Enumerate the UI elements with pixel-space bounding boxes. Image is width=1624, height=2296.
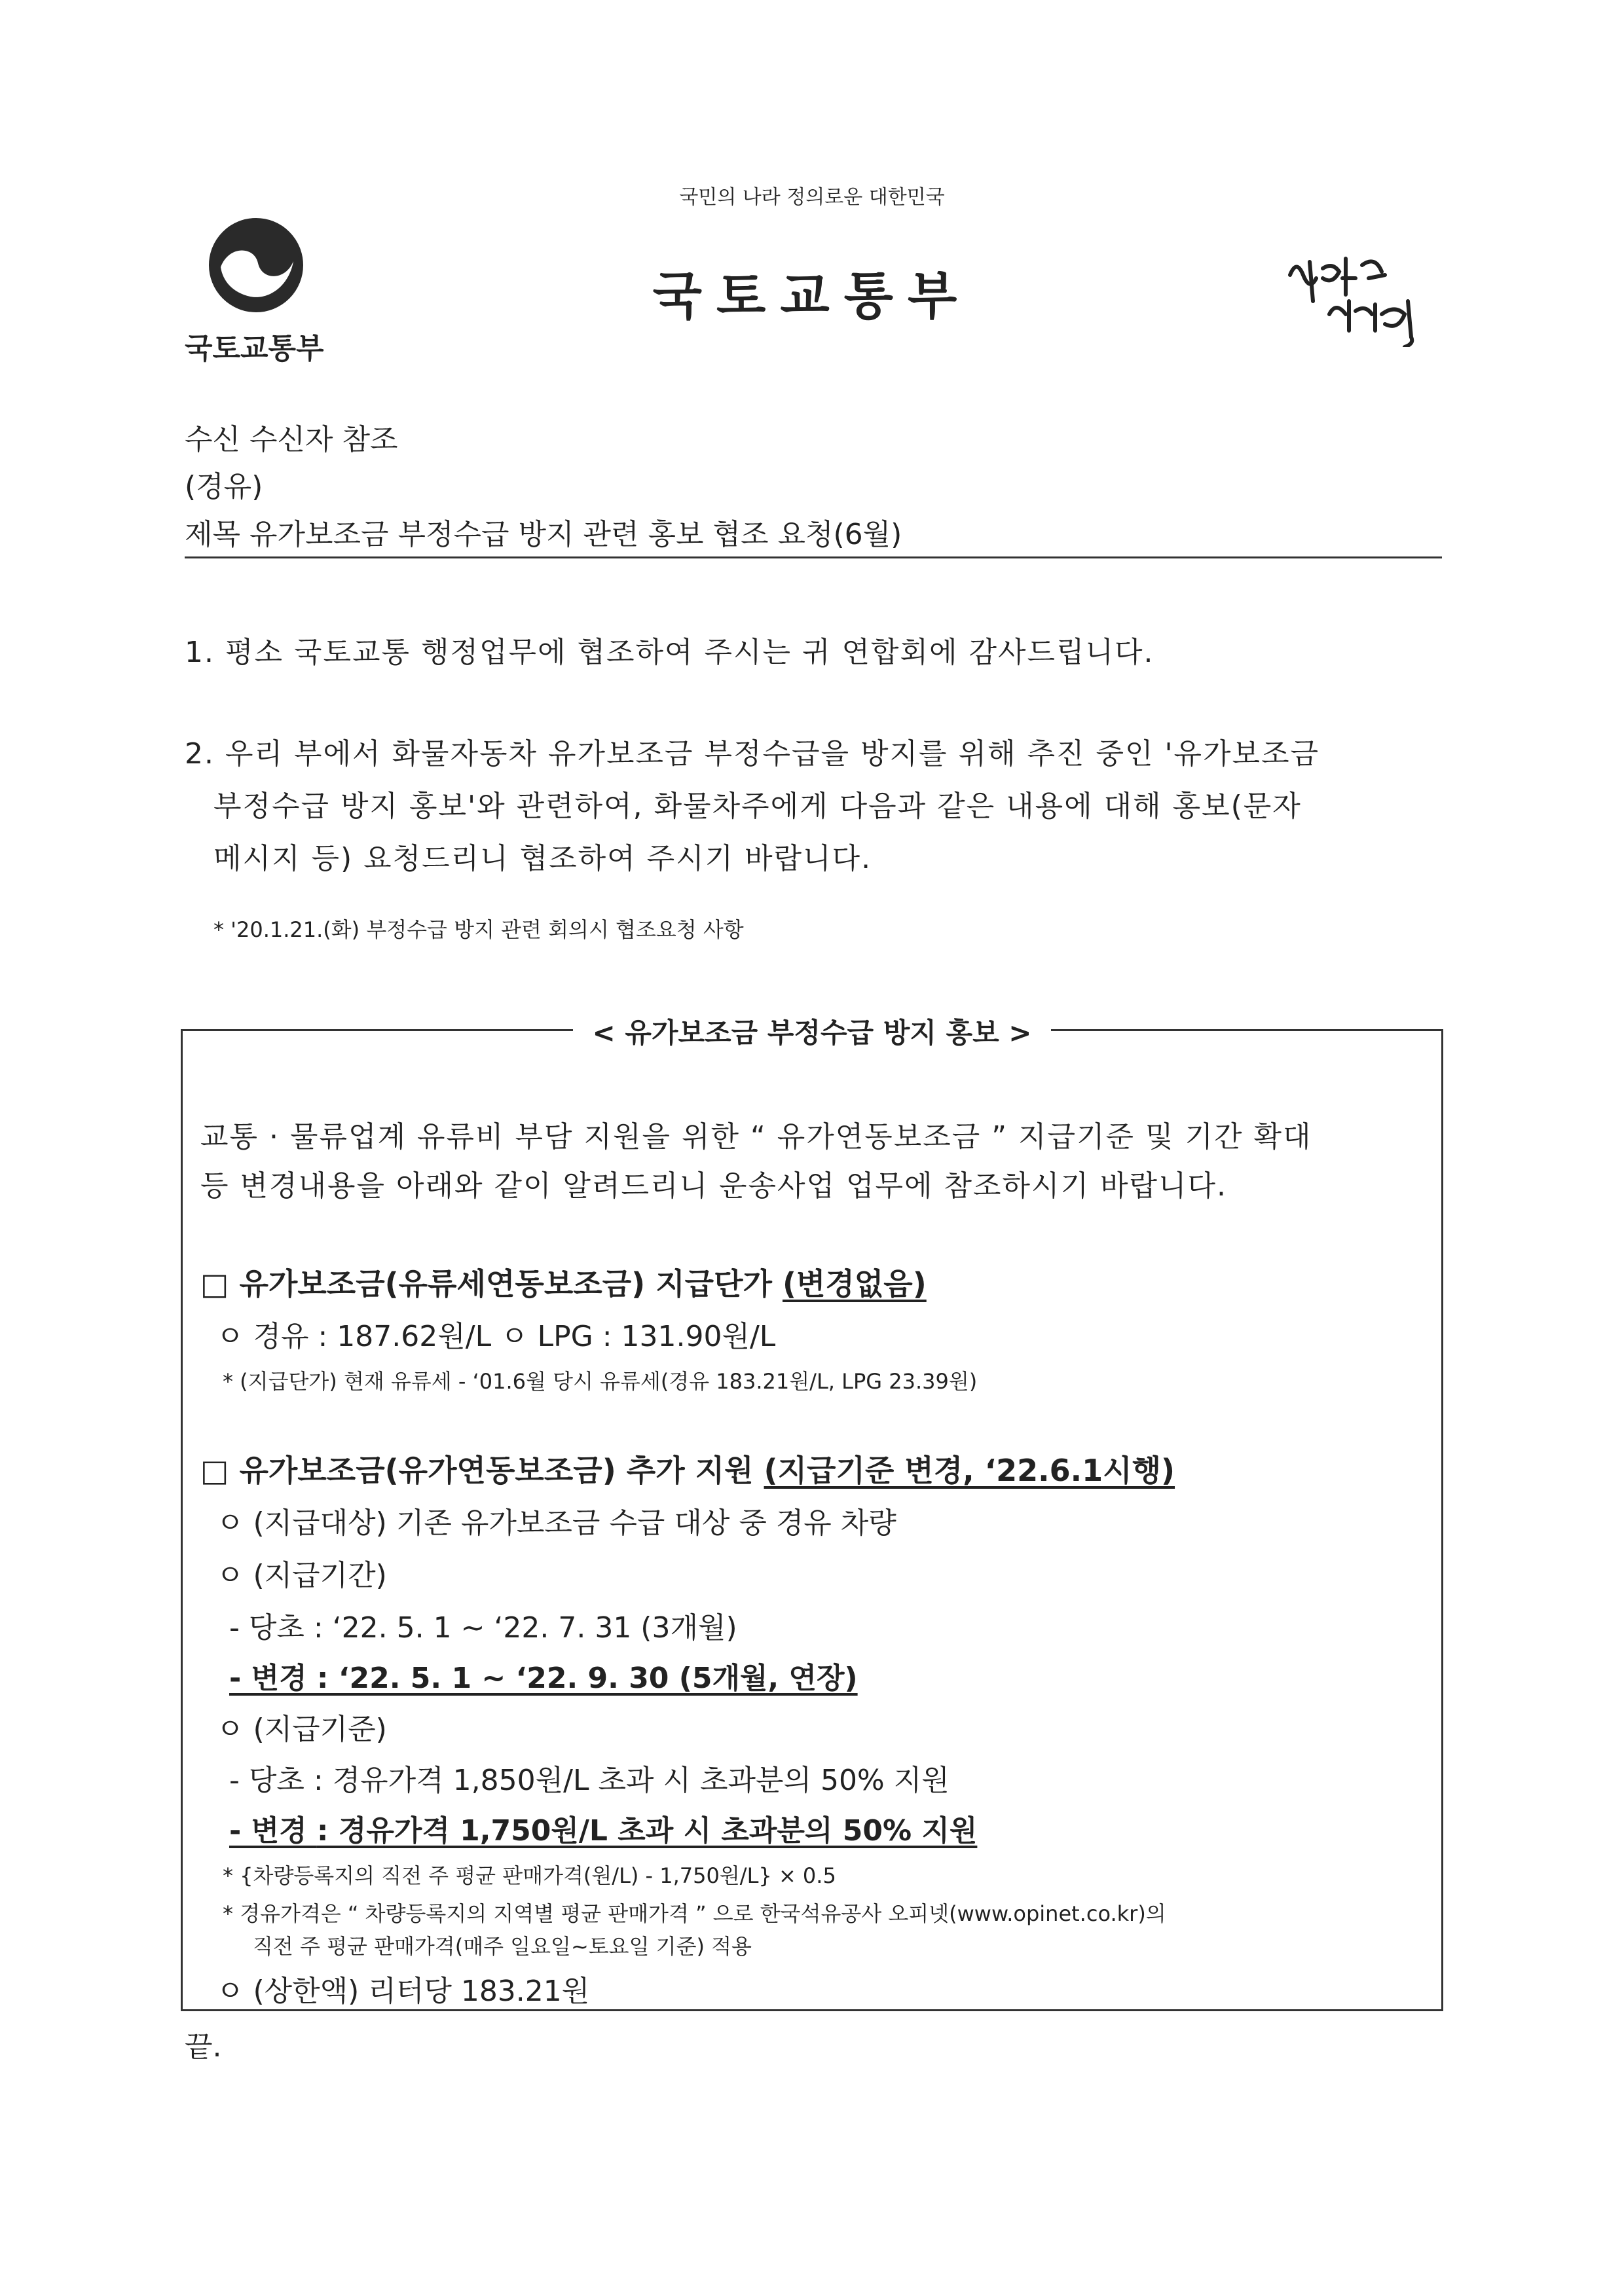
criteria-changed [229,1807,977,1849]
box-intro-line-2: 등 변경내용을 아래와 같이 알려드리니 운송사업 업무에 참조하시기 바랍니다. [200,1169,1228,1203]
paragraph-2-line-2: 부정수급 방지 홍보'와 관련하여, 화물차주에게 다음과 같은 내용에 대해 홍보(문자 [213,790,1302,823]
end-mark: 끝. [185,2030,222,2064]
subject-line: 제목 유가보조금 부정수급 방지 관련 홍보 협조 요청(6월) [185,518,902,551]
section2-item-1: ㅇ (지급대상) 기존 유가보조금 수급 대상 중 경유 차량 [216,1506,896,1540]
section2-heading-emphasis: (지급기준 변경, ‘22.6.1시행) [764,1453,1175,1488]
criteria-changed-text: : 경유가격 1,750원/L 초과 시 초과분의 50% 지원 [316,1814,978,1848]
paragraph-2-line-3: 메시지 등) 요청드리니 협조하여 주시기 바랍니다. [213,842,872,875]
logo-label: 국토교통부 [185,332,324,365]
section2-heading [200,1447,1175,1490]
section1-note: * (지급단가) 현재 유류세 - ‘01.6월 당시 유류세(경유 183.21원/L, LPG 23.39원) [223,1369,978,1394]
section2-item-3: ㅇ (지급기준) [216,1713,387,1746]
section2-heading-text: □ 유가보조금(유가연동보조금) 추가 지원 [200,1453,764,1488]
paragraph-1: 1. 평소 국토교통 행정업무에 협조하여 주시는 귀 연합회에 감사드립니다. [185,636,1154,669]
criteria-changed-label: - 변경 [229,1814,317,1848]
header-divider [185,556,1442,558]
section2-note-1: * {차량등록지의 직전 주 평균 판매가격(원/L) - 1,750원/L} × 0.5 [223,1863,836,1888]
period-original: - 당초 : ‘22. 5. 1 ~ ‘22. 7. 31 (3개월) [229,1611,737,1645]
reference-note: * '20.1.21.(화) 부정수급 방지 관련 회의시 협조요청 사항 [213,917,744,942]
signature-calligraphy-icon [1283,249,1434,347]
promotion-box-title: < 유가보조금 부정수급 방지 홍보 > [573,1011,1052,1051]
section1-heading-emphasis: (변경없음) [782,1266,927,1302]
recipient-line: 수신 수신자 참조 [185,423,398,456]
criteria-original: - 당초 : 경유가격 1,850원/L 초과 시 초과분의 50% 지원 [229,1764,950,1797]
section2-note-2-line-2: 직전 주 평균 판매가격(매주 일요일~토요일 기준) 적용 [253,1934,752,1959]
section1-heading [200,1260,927,1303]
section1-item-1: ㅇ 경유 : 187.62원/L ㅇ LPG : 131.90원/L [216,1320,776,1353]
box-intro-line-1: 교통 · 물류업계 유류비 부담 지원을 위한 “ 유가연동보조금 ” 지급기준 및 기간 확대 [200,1120,1312,1154]
section2-item-2: ㅇ (지급기간) [216,1559,387,1592]
ministry-title: 국토교통부 [652,267,972,326]
paragraph-2-line-1: 2. 우리 부에서 화물자동차 유가보조금 부정수급을 방지를 위해 추진 중인 '유가보조금 [185,737,1320,771]
section2-item-4: ㅇ (상한액) 리터당 183.21원 [216,1975,590,2008]
slogan: 국민의 나라 정의로운 대한민국 [679,186,945,209]
promotion-box-title-wrap [181,1011,1443,1051]
via-line: (경유) [185,470,263,503]
section2-note-2-line-1: * 경유가격은 “ 차량등록지의 지역별 평균 판매가격 ” 으로 한국석유공사 오피넷(www.opinet.co.kr)의 [223,1901,1166,1926]
section1-heading-text: □ 유가보조금(유류세연동보조금) 지급단가 [200,1266,783,1302]
period-changed: - 변경 : ‘22. 5. 1 ~ ‘22. 9. 30 (5개월, 연장) [229,1662,858,1695]
